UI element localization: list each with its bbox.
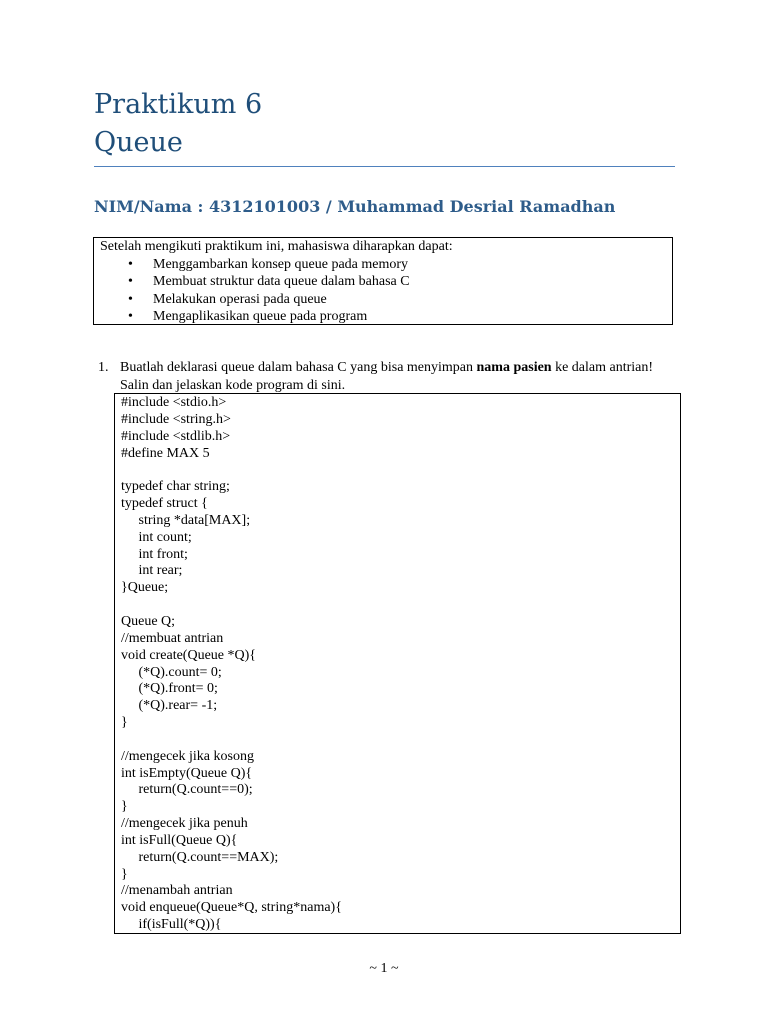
objective-text: Menggambarkan konsep queue pada memory bbox=[153, 256, 409, 272]
code-line: //menambah antrian bbox=[121, 883, 233, 899]
code-line: return(Q.count==MAX); bbox=[121, 849, 279, 865]
page-number: ~ 1 ~ bbox=[369, 961, 399, 976]
objective-item bbox=[122, 308, 672, 326]
code-line: (*Q).front= 0; bbox=[121, 681, 218, 697]
code-line: } bbox=[121, 799, 128, 815]
objective-text: Membuat struktur data queue dalam bahasa C bbox=[153, 274, 410, 289]
code-line: Queue Q; bbox=[121, 613, 176, 629]
code-line: (*Q).rear= -1; bbox=[121, 698, 218, 714]
question-text-after: ke dalam antrian! Salin dan jelaskan kode program di sini. bbox=[120, 360, 654, 393]
code-line: if(isFull(*Q)){ bbox=[121, 917, 222, 933]
code-line: string *data[MAX]; bbox=[121, 512, 251, 528]
bullet-icon: • bbox=[128, 274, 133, 289]
code-line: int front; bbox=[121, 546, 188, 562]
question-text-before: Buatlah deklarasi queue dalam bahasa C yang bisa menyimpan bbox=[120, 360, 477, 375]
code-line: void enqueue(Queue*Q, string*nama){ bbox=[121, 900, 342, 916]
page-title bbox=[94, 86, 262, 162]
code-line: //membuat antrian bbox=[121, 630, 224, 646]
code-line: } bbox=[121, 866, 128, 882]
code-line bbox=[121, 732, 680, 749]
bullet-icon: • bbox=[128, 256, 133, 272]
code-line: } bbox=[121, 715, 128, 731]
title-divider bbox=[94, 166, 675, 167]
code-line: int isFull(Queue Q){ bbox=[121, 832, 238, 848]
objective-text: Melakukan operasi pada queue bbox=[153, 291, 327, 307]
title-line-1: Praktikum 6 bbox=[94, 89, 263, 120]
code-line: int count; bbox=[121, 529, 192, 545]
objective-item bbox=[122, 273, 672, 291]
code-box bbox=[114, 393, 681, 934]
code-line: typedef char string; bbox=[121, 479, 230, 495]
code-line bbox=[121, 597, 680, 614]
objectives-list bbox=[100, 256, 672, 326]
code-line: #include <string.h> bbox=[121, 411, 231, 427]
objective-text: Mengaplikasikan queue pada program bbox=[153, 309, 368, 324]
code-line: #include <stdio.h> bbox=[121, 395, 227, 410]
objectives-box bbox=[93, 237, 673, 325]
student-id-name: NIM/Nama : 4312101003 / Muhammad Desrial Ramadhan bbox=[94, 197, 616, 216]
code-line: }Queue; bbox=[121, 580, 169, 596]
code-line: //mengecek jika kosong bbox=[121, 748, 254, 764]
code-line: #include <stdlib.h> bbox=[121, 428, 231, 444]
code-line bbox=[121, 462, 680, 479]
question-highlight: nama pasien bbox=[476, 360, 552, 375]
code-line: //mengecek jika penuh bbox=[121, 816, 248, 832]
code-line: (*Q).count= 0; bbox=[121, 664, 222, 680]
question-text bbox=[120, 359, 678, 395]
code-line: typedef struct { bbox=[121, 496, 208, 512]
code-line: int isEmpty(Queue Q){ bbox=[121, 765, 253, 781]
code-line: void create(Queue *Q){ bbox=[121, 647, 256, 663]
question-number: 1. bbox=[98, 360, 109, 375]
title-line-2: Queue bbox=[94, 127, 183, 158]
objectives-intro: Setelah mengikuti praktikum ini, mahasiswa diharapkan dapat: bbox=[100, 239, 453, 254]
bullet-icon: • bbox=[128, 309, 133, 324]
code-line: #define MAX 5 bbox=[121, 445, 210, 461]
bullet-icon: • bbox=[128, 291, 133, 307]
objective-item bbox=[122, 256, 672, 274]
question-1 bbox=[98, 359, 678, 395]
objective-item bbox=[122, 291, 672, 309]
code-line: int rear; bbox=[121, 563, 183, 579]
code-line: return(Q.count==0); bbox=[121, 782, 253, 798]
